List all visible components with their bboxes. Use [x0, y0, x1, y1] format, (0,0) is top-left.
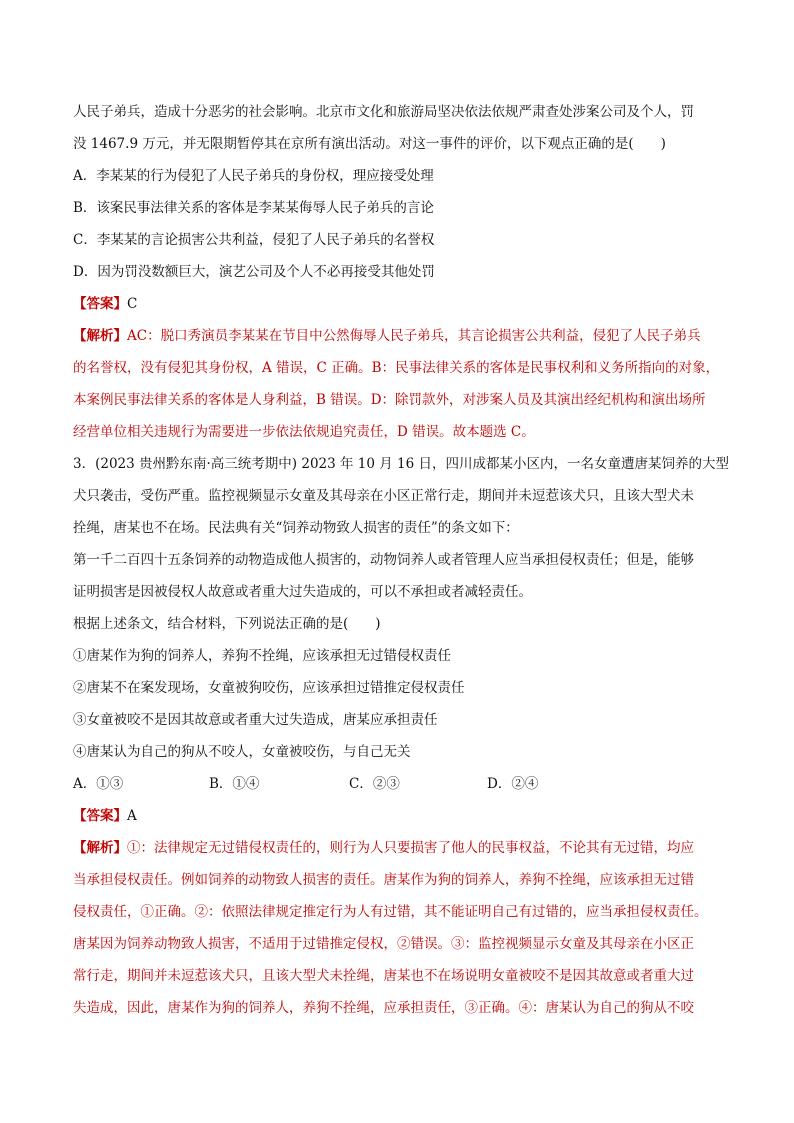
q3-analysis-tag: 【解析】	[73, 840, 127, 856]
q2-analysis-text-1: AC：脱口秀演员李某某在节目中公然侮辱人民子弟兵，其言论损害公共利益，侵犯了人民子弟兵	[127, 328, 701, 344]
q3-option-c: C．②③	[349, 776, 400, 792]
q3-analysis-line-3: 侵权责任，①正确。②：依照法律规定推定行为人有过错，其不能证明自己有过错的，应当承担侵权责任。	[73, 904, 708, 920]
q3-answer	[73, 800, 723, 832]
q2-answer-tag: 【答案】	[73, 296, 127, 312]
q3-stem-line-2: 犬只袭击，受伤严重。监控视频显示女童及其母亲在小区正常行走，期间并未逗惹该犬只，且该大型犬未	[73, 488, 694, 504]
q2-analysis-line-4: 经营单位相关违规行为需要进一步依法依规追究责任，D 错误。故本题选 C。	[73, 424, 535, 440]
q2-analysis-tag: 【解析】	[73, 328, 127, 344]
q2-stem-line-2: 没 1467.9 万元，并无限期暂停其在京所有演出活动。对这一事件的评价，以下观点正确的是( )	[73, 136, 666, 152]
q3-stem-line-1: 3．(2023 贵州黔东南·高三统考期中) 2023 年 10 月 16 日，四川成都某小区内，一名女童遭唐某饲养的大型	[73, 456, 730, 472]
q3-options-row	[73, 768, 723, 800]
q2-analysis-line-2: 的名誉权，没有侵犯其身份权，A 错误，C 正确。B：民事法律关系的客体是民事权利和义务所指向的对象，	[73, 360, 720, 376]
q2-analysis-line-3: 本案例民事法律关系的客体是人身利益，B 错误。D：除罚款外，对涉案人员及其演出经纪机构和演出场所	[73, 392, 706, 408]
q2-analysis-line-1	[73, 320, 723, 352]
q2-option-b: B．该案民事法律关系的客体是李某某侮辱人民子弟兵的言论	[73, 200, 434, 216]
q2-answer	[73, 288, 723, 320]
q3-stem-line-3: 拴绳，唐某也不在场。民法典有关“饲养动物致人损害的责任”的条文如下：	[73, 520, 519, 536]
q3-statement-2: ②唐某不在案发现场，女童被狗咬伤，应该承担过错推定侵权责任	[73, 680, 465, 696]
q3-option-a: A．①③	[73, 776, 124, 792]
q2-option-c: C．李某某的言论损害公共利益，侵犯了人民子弟兵的名誉权	[73, 232, 435, 248]
q3-answer-tag: 【答案】	[73, 808, 127, 824]
q3-option-b: B．①④	[209, 776, 260, 792]
q3-statement-1: ①唐某作为狗的饲养人，养狗不拴绳，应该承担无过错侵权责任	[73, 648, 451, 664]
q2-option-a: A．李某某的行为侵犯了人民子弟兵的身份权，理应接受处理	[73, 168, 434, 184]
q3-stem-line-4: 第一千二百四十五条饲养的动物造成他人损害的，动物饲养人或者管理人应当承担侵权责任；但是，能够	[73, 552, 694, 568]
q3-analysis-line-4: 唐某因为饲养动物致人损害，不适用于过错推定侵权，②错误。③：监控视频显示女童及其母亲在小区正	[73, 936, 694, 952]
q2-answer-value: C	[127, 296, 138, 312]
q3-analysis-line-6: 失造成，因此，唐某作为狗的饲养人，养狗不拴绳，应承担责任，③正确。④：唐某认为自己的狗从不咬	[73, 1000, 694, 1016]
q3-stem-line-6: 根据上述条文，结合材料，下列说法正确的是( )	[73, 616, 381, 632]
q3-analysis-line-5: 常行走，期间并未逗惹该犬只，且该大型犬未拴绳，唐某也不在场说明女童被咬不是因其故意或者重大过	[73, 968, 694, 984]
q3-stem-line-5: 证明损害是因被侵权人故意或者重大过失造成的，可以不承担或者减轻责任。	[73, 584, 532, 600]
document-body	[73, 96, 730, 1024]
q3-option-d: D．②④	[487, 776, 539, 792]
q3-statement-4: ④唐某认为自己的狗从不咬人，女童被咬伤，与自己无关	[73, 744, 411, 760]
q2-option-d: D．因为罚没数额巨大，演艺公司及个人不必再接受其他处罚	[73, 264, 435, 280]
q3-analysis-line-2: 当承担侵权责任。例如饲养的动物致人损害的责任。唐某作为狗的饲养人，养狗不拴绳，应该承担无过错	[73, 872, 694, 888]
q3-analysis-line-1	[73, 832, 723, 864]
q3-analysis-text-1: ①：法律规定无过错侵权责任的，则行为人只要损害了他人的民事权益，不论其有无过错，均应	[127, 840, 694, 856]
q2-stem-line-1: 人民子弟兵，造成十分恶劣的社会影响。北京市文化和旅游局坚决依法依规严肃查处涉案公司及个人，罚	[73, 104, 694, 120]
q3-answer-value: A	[127, 808, 137, 824]
q3-statement-3: ③女童被咬不是因其故意或者重大过失造成，唐某应承担责任	[73, 712, 438, 728]
